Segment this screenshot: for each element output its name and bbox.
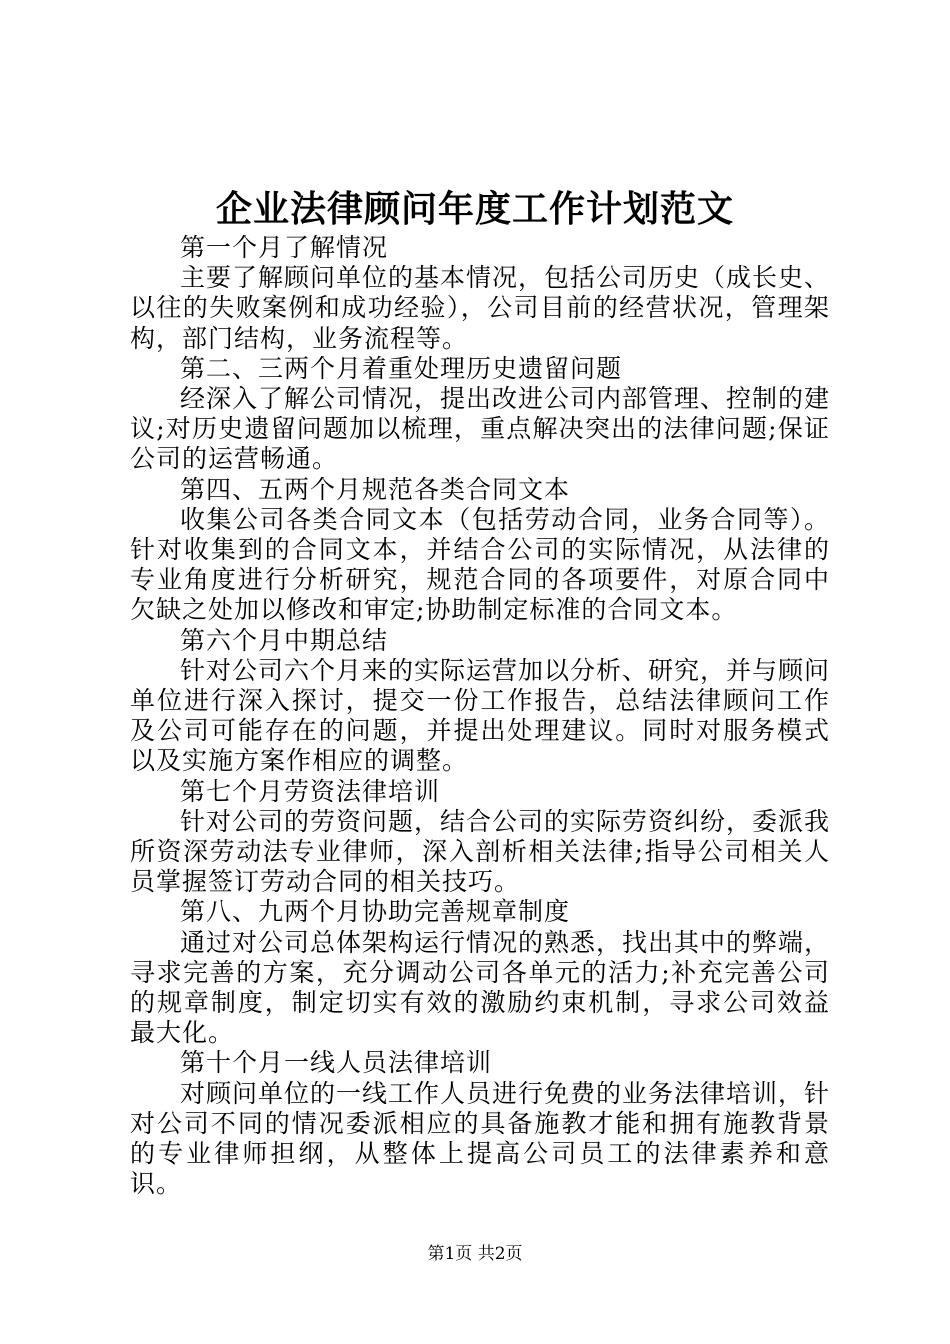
document-title: 企业法律顾问年度工作计划范文	[215, 188, 734, 230]
section-text-month-7: 针对公司的劳资问题，结合公司的实际劳资纠纷，委派我所资深劳动法专业律师，深入剖析相关法律;指导公司相关人员掌握签订劳动合同的相关技巧。	[130, 806, 831, 897]
page-number-footer: 第1页 共2页	[427, 1244, 523, 1264]
section-text-month-4-5: 收集公司各类合同文本（包括劳动合同，业务合同等）。针对收集到的合同文本，并结合公司的实际情况，从法律的专业角度进行分析研究，规范合同的各项要件，对原合同中欠缺之处加以修改和审定;协助制定标准的合同文本。	[130, 504, 830, 625]
section-text-month-2-3: 经深入了解公司情况，提出改进公司内部管理、控制的建议;对历史遗留问题加以梳理，重点解决突出的法律问题;保证公司的运营畅通。	[130, 384, 831, 474]
section-heading-month-2-3: 第二、三两个月着重处理历史遗留问题	[180, 353, 623, 383]
section-text-month-6: 针对公司六个月来的实际运营加以分析、研究，并与顾问单位进行深入探讨，提交一份工作报告，总结法律顾问工作及公司可能存在的问题，并提出处理建议。同时对服务模式以及实施方案作相应的调整。	[130, 655, 831, 776]
section-text-month-1: 主要了解顾问单位的基本情况，包括公司历史（成长史、以往的失败案例和成功经验），公司目前的经营状况，管理架构，部门结构，业务流程等。	[130, 263, 831, 353]
section-text-month-10: 对顾问单位的一线工作人员进行免费的业务法律培训，针对公司不同的情况委派相应的具备施教才能和拥有施教背景的专业律师担纲，从整体上提高公司员工的法律素养和意识。	[130, 1078, 831, 1199]
section-heading-month-1: 第一个月了解情况	[180, 233, 389, 262]
section-heading-month-8-9: 第八、九两个月协助完善规章制度	[180, 897, 571, 927]
section-text-month-8-9: 通过对公司总体架构运行情况的熟悉，找出其中的弊端，寻求完善的方案，充分调动公司各单元的活力;补充完善公司的规章制度，制定切实有效的激励约束机制，寻求公司效益最大化。	[130, 927, 831, 1048]
document-body	[130, 233, 830, 1200]
section-heading-month-6: 第六个月中期总结	[180, 625, 389, 655]
section-heading-month-4-5: 第四、五两个月规范各类合同文本	[180, 474, 571, 504]
section-heading-month-7: 第七个月劳资法律培训	[180, 776, 441, 806]
section-heading-month-10: 第十个月一线人员法律培训	[180, 1048, 493, 1078]
